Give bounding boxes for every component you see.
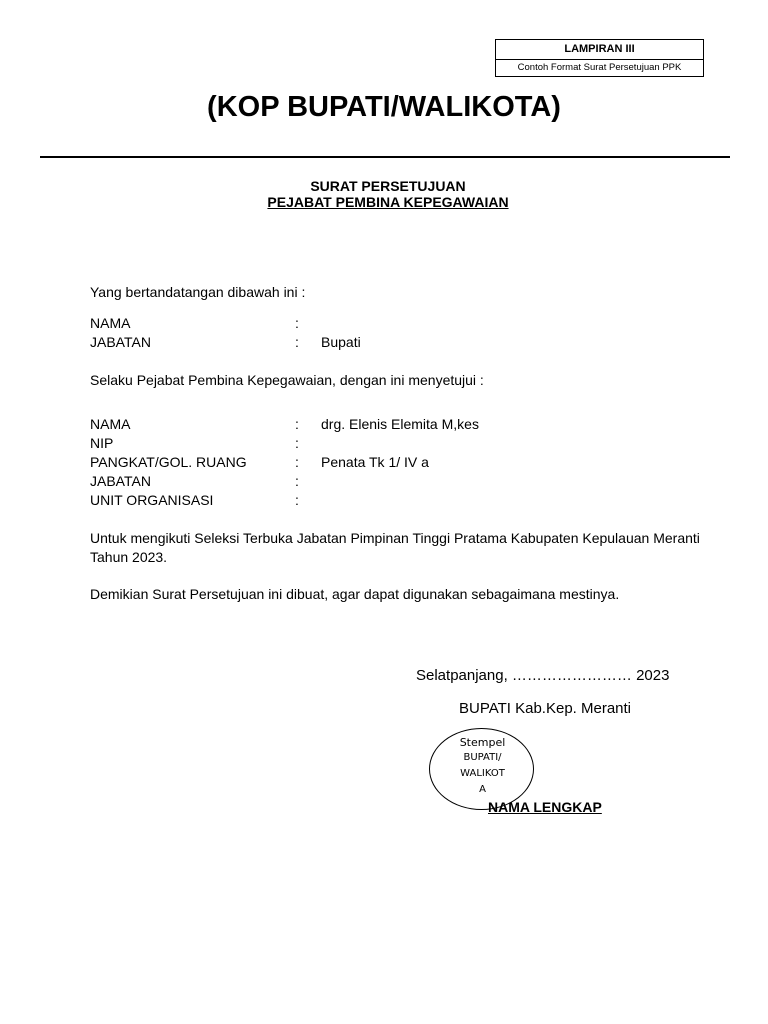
purpose-paragraph: Untuk mengikuti Seleksi Terbuka Jabatan Pimpinan Tinggi Pratama Kabupaten Kepulauan Meranti Tahun 2023. bbox=[90, 530, 700, 565]
field-label: NAMA bbox=[90, 416, 131, 432]
field-colon: : bbox=[295, 334, 299, 350]
candidate-row-unit bbox=[90, 491, 710, 510]
place-date: Selatpanjang, …………………… 2023 bbox=[416, 667, 670, 684]
stamp-text-line: WALIKOT bbox=[460, 768, 505, 779]
attachment-title: LAMPIRAN III bbox=[496, 40, 703, 60]
attachment-subtitle: Contoh Format Surat Persetujuan PPK bbox=[517, 62, 682, 73]
field-value: drg. Elenis Elemita M,kes bbox=[321, 416, 479, 432]
signer-row-name bbox=[90, 314, 710, 333]
closing-paragraph: Demikian Surat Persetujuan ini dibuat, agar dapat digunakan sebagaimana mestinya. bbox=[90, 586, 620, 602]
field-colon: : bbox=[295, 435, 299, 451]
field-label: NIP bbox=[90, 435, 114, 451]
approval-text: Selaku Pejabat Pembina Kepegawaian, dengan ini menyetujui : bbox=[90, 372, 484, 388]
field-value: Penata Tk 1/ IV a bbox=[321, 454, 429, 470]
field-label: UNIT ORGANISASI bbox=[90, 492, 214, 508]
field-colon: : bbox=[295, 315, 299, 331]
intro-text: Yang bertandatangan dibawah ini : bbox=[90, 284, 306, 300]
stamp-text-line: BUPATI/ bbox=[463, 752, 502, 763]
candidate-row-position bbox=[90, 472, 710, 491]
stamp-circle bbox=[429, 728, 534, 810]
field-label: NAMA bbox=[90, 315, 131, 331]
official-title: BUPATI Kab.Kep. Meranti bbox=[459, 700, 632, 717]
field-colon: : bbox=[295, 492, 299, 508]
candidate-row-name bbox=[90, 415, 710, 434]
letterhead-divider bbox=[40, 156, 730, 158]
attachment-label-box bbox=[495, 39, 704, 77]
candidate-row-rank bbox=[90, 453, 710, 472]
letter-subtitle: PEJABAT PEMBINA KEPEGAWAIAN bbox=[267, 194, 509, 210]
signer-row-position bbox=[90, 333, 710, 352]
field-colon: : bbox=[295, 454, 299, 470]
stamp-text-line: A bbox=[479, 784, 486, 795]
field-label: PANGKAT/GOL. RUANG bbox=[90, 454, 247, 470]
field-label: JABATAN bbox=[90, 334, 151, 350]
signature-name: NAMA LENGKAP bbox=[488, 799, 602, 815]
letterhead-placeholder: (KOP BUPATI/WALIKOTA) bbox=[207, 91, 561, 123]
candidate-row-nip bbox=[90, 434, 710, 453]
field-label: JABATAN bbox=[90, 473, 151, 489]
field-colon: : bbox=[295, 473, 299, 489]
letter-title: SURAT PERSETUJUAN bbox=[310, 178, 466, 194]
stamp-text-line: Stempel bbox=[459, 736, 506, 749]
field-colon: : bbox=[295, 416, 299, 432]
field-value: Bupati bbox=[321, 334, 361, 350]
